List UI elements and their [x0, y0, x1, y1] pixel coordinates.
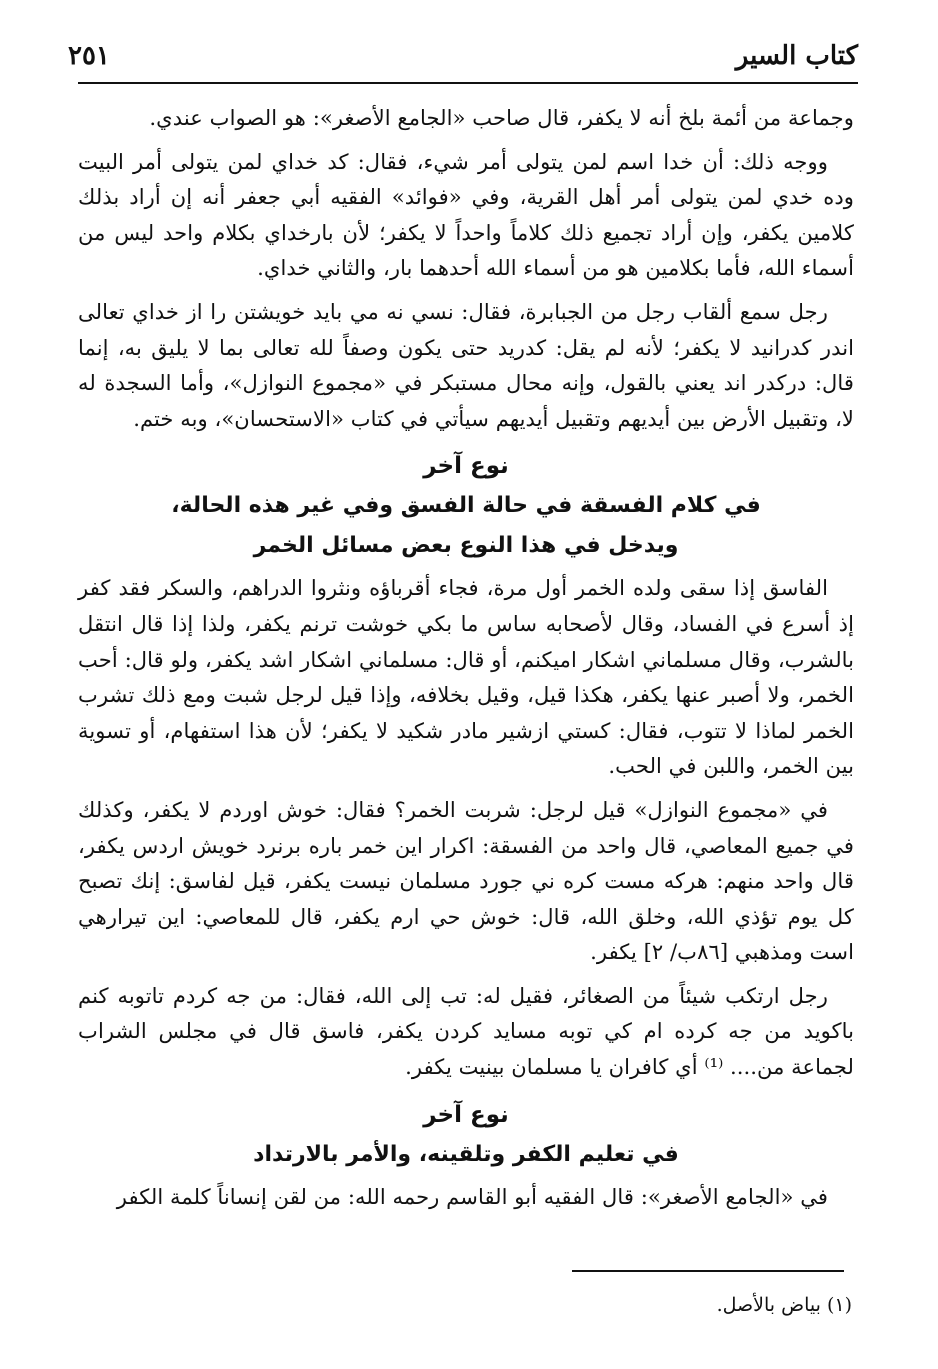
section-title: نوع آخر	[423, 453, 509, 480]
section-subtitle: في كلام الفسقة في حالة الفسق وفي غير هذه الحالة،	[171, 493, 761, 519]
section-subtitle: في تعليم الكفر وتلقينه، والأمر بالارتداد	[253, 1141, 679, 1167]
page-number: ٢٥١	[68, 41, 110, 71]
paragraph: في «مجموع النوازل» قيل لرجل: شربت الخمر؟ فقال: خوش اوردم لا يكفر، وكذلك في جميع المعاصي، قال واحد من الفسقة: اكرار اين خمر باره برنرد خويش اردس يكفر، قال واحد منهم: هركه مست كره ني جورد مسلمان نيست يكفر، قيل لفاسق: إنك تصبح كل يوم تؤذي الله، وخلق الله، قال: خوش حي ارم يكفر، قال للمعاصي: اين تيرارهي است ومذهبي [٨٦ب/ ٢] يكفر.	[78, 796, 854, 965]
footnote-rule	[572, 1270, 844, 1272]
paragraph: الفاسق إذا سقى ولده الخمر أول مرة، فجاء أقرباؤه ونثروا الدراهم، والسكر فقد كفر إذ أسرع في الفساد، وقال لأصحابه ساس ما بكي خوشت ترنم يكفر، ولذا إذا قال انتقل بالشرب، وقال مسلماني اشكار اميكنم، أو قال: مسلماني اشكار اشد يكفر، ولو قال: أحب الخمر، ولا أصبر عنها يكفر، هكذا قيل، وقيل بخلافه، وإذا قيل لرجل شبت ومع ذلك تشرب الخمر لماذا لا تتوب، فقال: كستي ازشير مادر شكيد لا يكفر؛ لأن هذا استفهام، أو تسوية بين الخمر، واللبن في الحب.	[78, 575, 854, 779]
header-rule	[78, 82, 858, 84]
paragraph: رجل سمع ألقاب رجل من الجبابرة، فقال: نسي نه مي بايد خويشتن را از خداي تعالى اندر كدرانيد لا يكفر؛ لأنه لم يقل: كدريد حتى يكون وصفاً لله تعالى بما لا يليق به، إنما قال: دركدر اند يعني بالقول، وإنه محال مستبكر في «مجموع النوازل»، وأما السجدة له لا، وتقبيل الأرض بين أيديهم وتقبيل أيديهم سيأتي في كتاب «الاستحسان»، وبه ختم.	[78, 298, 854, 431]
section-subtitle: ويدخل في هذا النوع بعض مسائل الخمر	[253, 533, 679, 559]
section-title: نوع آخر	[423, 1101, 509, 1128]
footnote-marker: (١)	[826, 1294, 852, 1316]
book-title: كتاب السير	[735, 41, 858, 71]
body-text	[78, 100, 854, 1222]
paragraph: في «الجامع الأصغر»: قال الفقيه أبو القاسم رحمه الله: من لقن إنساناً كلمة الكفر	[116, 1183, 828, 1209]
footnote	[717, 1290, 852, 1320]
paragraph: ووجه ذلك: أن خدا اسم لمن يتولى أمر شيء، فقال: كد خداي لمن يتولى أمر البيت وده خدي لمن يتولى أمر أهل القرية، وفي «فوائد» الفقيه أبي جعفر أنه إن أراد بذلك كلامين يكفر، وإن أراد تجميع ذلك كلاماً واحداً لا يكفر؛ لأن بارخداي بكلام واحد ليس من أسماء الله، فأما بكلامين هو من أسماء الله أحدهما بار، والثاني خداي.	[78, 148, 854, 281]
paragraph: وجماعة من أئمة بلخ أنه لا يكفر، قال صاحب «الجامع الأصغر»: هو الصواب عندي.	[149, 105, 854, 130]
page-header	[68, 36, 858, 76]
footnote-text: بياض بالأصل.	[716, 1294, 821, 1316]
paragraph: رجل ارتكب شيئاً من الصغائر، فقيل له: تب إلى الله، فقال: من جه كردم تاتوبه كنم باكويد من جه كرده ام كي توبه مسايد كردن يكفر، فاسق قال في مجلس الشراب لجماعة من.... ⁽¹⁾ أي كافران يا مسلمان بينيت يكفر.	[78, 982, 854, 1080]
